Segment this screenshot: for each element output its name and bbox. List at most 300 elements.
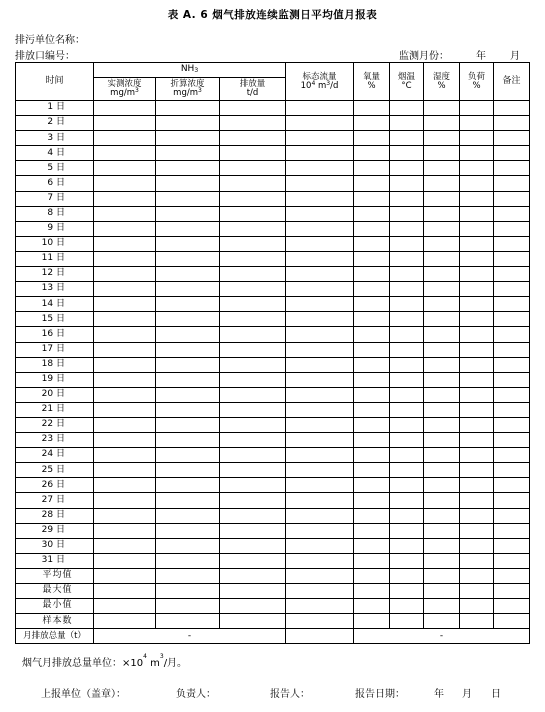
data-cell <box>424 599 460 614</box>
data-cell <box>286 402 354 417</box>
data-cell <box>286 417 354 432</box>
data-cell <box>354 584 390 599</box>
data-cell <box>156 357 220 372</box>
data-cell <box>286 357 354 372</box>
data-cell <box>94 131 156 146</box>
day-row <box>16 312 530 327</box>
data-cell <box>94 568 156 583</box>
data-cell <box>94 523 156 538</box>
data-cell <box>354 599 390 614</box>
day-row <box>16 402 530 417</box>
data-cell <box>494 387 530 402</box>
data-cell <box>460 236 494 251</box>
stat-row <box>16 599 530 614</box>
data-cell <box>220 538 286 553</box>
day-row <box>16 372 530 387</box>
data-cell <box>354 417 390 432</box>
day-row-label: 16 日 <box>16 327 94 342</box>
data-cell <box>220 553 286 568</box>
data-cell <box>354 463 390 478</box>
data-cell <box>424 372 460 387</box>
data-cell <box>460 146 494 161</box>
data-cell <box>156 176 220 191</box>
data-cell <box>424 146 460 161</box>
day-row-label: 27 日 <box>16 493 94 508</box>
day-row-label: 26 日 <box>16 478 94 493</box>
data-cell <box>424 417 460 432</box>
data-cell <box>460 614 494 629</box>
day-row-label: 25 日 <box>16 463 94 478</box>
data-cell <box>220 448 286 463</box>
day-row-label: 5 日 <box>16 161 94 176</box>
stat-row <box>16 584 530 599</box>
day-row-label: 30 日 <box>16 538 94 553</box>
data-cell <box>354 478 390 493</box>
data-cell <box>494 402 530 417</box>
stat-row-label: 样本数 <box>16 614 94 629</box>
data-cell <box>220 221 286 236</box>
data-cell <box>94 553 156 568</box>
day-row-label: 22 日 <box>16 417 94 432</box>
data-cell <box>156 206 220 221</box>
data-cell <box>390 161 424 176</box>
humidity-header: 湿度 % <box>424 63 460 101</box>
data-cell <box>390 448 424 463</box>
report-title: 表 A. 6 烟气排放连续监测日平均值月报表 <box>167 9 378 21</box>
data-cell <box>94 417 156 432</box>
data-cell <box>286 448 354 463</box>
data-cell <box>460 297 494 312</box>
data-cell <box>390 206 424 221</box>
data-cell <box>494 568 530 583</box>
data-cell <box>94 463 156 478</box>
data-cell <box>286 206 354 221</box>
day-row <box>16 523 530 538</box>
data-cell <box>220 433 286 448</box>
data-cell <box>494 101 530 116</box>
data-cell <box>156 372 220 387</box>
data-cell <box>286 614 354 629</box>
data-cell <box>424 448 460 463</box>
data-cell <box>354 508 390 523</box>
day-row-label: 24 日 <box>16 448 94 463</box>
data-cell <box>494 176 530 191</box>
day-row-label: 31 日 <box>16 553 94 568</box>
data-cell <box>354 176 390 191</box>
data-cell <box>424 176 460 191</box>
data-cell <box>390 433 424 448</box>
data-cell <box>494 448 530 463</box>
report-unit-label: 上报单位（盖章）： <box>41 689 126 700</box>
data-cell <box>494 372 530 387</box>
data-cell <box>354 433 390 448</box>
data-cell <box>424 161 460 176</box>
day-row <box>16 282 530 297</box>
data-cell <box>390 523 424 538</box>
data-cell <box>156 191 220 206</box>
data-cell <box>156 599 220 614</box>
data-cell <box>94 433 156 448</box>
monthly-total-dash-left: - <box>94 629 286 644</box>
data-cell <box>354 493 390 508</box>
day-row-label: 11 日 <box>16 251 94 266</box>
data-cell <box>390 251 424 266</box>
report-table <box>15 62 530 644</box>
data-cell <box>156 417 220 432</box>
data-cell <box>460 599 494 614</box>
data-cell <box>460 523 494 538</box>
data-cell <box>156 251 220 266</box>
data-cell <box>494 161 530 176</box>
data-cell <box>94 312 156 327</box>
stat-row-label: 最小值 <box>16 599 94 614</box>
day-row <box>16 161 530 176</box>
data-cell <box>286 161 354 176</box>
data-cell <box>494 584 530 599</box>
data-cell <box>460 584 494 599</box>
data-cell <box>494 206 530 221</box>
data-cell <box>494 267 530 282</box>
data-cell <box>220 508 286 523</box>
data-cell <box>156 282 220 297</box>
data-cell <box>286 433 354 448</box>
converted-conc-header: 折算浓度 $mg/m^3$ <box>156 78 220 101</box>
data-cell <box>424 553 460 568</box>
data-cell <box>390 387 424 402</box>
stat-row-label: 平均值 <box>16 568 94 583</box>
data-cell <box>94 584 156 599</box>
day-row <box>16 478 530 493</box>
data-cell <box>220 463 286 478</box>
data-cell <box>156 312 220 327</box>
data-cell <box>460 357 494 372</box>
data-cell <box>156 116 220 131</box>
data-cell <box>460 402 494 417</box>
data-cell <box>390 176 424 191</box>
data-cell <box>94 372 156 387</box>
remark-header: 备注 <box>494 63 530 101</box>
data-cell <box>94 221 156 236</box>
day-row-label: 7 日 <box>16 191 94 206</box>
total-unit-note: 烟气月排放总量单位：$\times 10^4$ $m^3/$月。 <box>22 653 188 669</box>
day-row <box>16 463 530 478</box>
data-cell <box>156 387 220 402</box>
reporter-label: 报告人： <box>270 689 310 700</box>
data-cell <box>220 101 286 116</box>
day-row-label: 28 日 <box>16 508 94 523</box>
data-cell <box>390 327 424 342</box>
day-row-label: 23 日 <box>16 433 94 448</box>
day-row <box>16 176 530 191</box>
data-cell <box>220 417 286 432</box>
data-cell <box>494 327 530 342</box>
data-cell <box>494 236 530 251</box>
data-cell <box>286 116 354 131</box>
data-cell <box>390 568 424 583</box>
data-cell <box>354 357 390 372</box>
data-cell <box>460 493 494 508</box>
data-cell <box>460 206 494 221</box>
data-cell <box>354 282 390 297</box>
emission-header: 排放量 t/d <box>220 78 286 101</box>
data-cell <box>220 599 286 614</box>
data-cell <box>494 116 530 131</box>
data-cell <box>354 161 390 176</box>
data-cell <box>390 312 424 327</box>
data-cell <box>94 101 156 116</box>
data-cell <box>156 614 220 629</box>
data-cell <box>424 402 460 417</box>
day-row <box>16 508 530 523</box>
data-cell <box>424 221 460 236</box>
data-cell <box>156 131 220 146</box>
day-row <box>16 342 530 357</box>
data-cell <box>390 538 424 553</box>
data-cell <box>354 614 390 629</box>
data-cell <box>94 267 156 282</box>
data-cell <box>156 146 220 161</box>
data-cell <box>424 538 460 553</box>
temp-header: 烟温 °C <box>390 63 424 101</box>
data-cell <box>354 131 390 146</box>
day-row <box>16 236 530 251</box>
data-cell <box>354 568 390 583</box>
data-cell <box>286 176 354 191</box>
data-cell <box>94 176 156 191</box>
data-cell <box>220 191 286 206</box>
data-cell <box>286 584 354 599</box>
data-cell <box>390 297 424 312</box>
data-cell <box>424 463 460 478</box>
day-row-label: 1 日 <box>16 101 94 116</box>
data-cell <box>460 433 494 448</box>
data-cell <box>494 523 530 538</box>
data-cell <box>354 116 390 131</box>
nh3-header: NH3 <box>94 63 286 78</box>
data-cell <box>94 251 156 266</box>
data-cell <box>286 267 354 282</box>
data-cell <box>354 267 390 282</box>
data-cell <box>286 463 354 478</box>
day-row <box>16 267 530 282</box>
data-cell <box>286 553 354 568</box>
data-cell <box>424 116 460 131</box>
data-cell <box>94 327 156 342</box>
data-cell <box>220 267 286 282</box>
data-cell <box>390 493 424 508</box>
day-row <box>16 131 530 146</box>
data-cell <box>156 267 220 282</box>
data-cell <box>424 568 460 583</box>
data-cell <box>460 251 494 266</box>
data-cell <box>390 372 424 387</box>
data-cell <box>220 584 286 599</box>
day-row-label: 19 日 <box>16 372 94 387</box>
data-cell <box>286 146 354 161</box>
data-cell <box>220 342 286 357</box>
data-cell <box>390 191 424 206</box>
day-row <box>16 206 530 221</box>
data-cell <box>286 327 354 342</box>
data-cell <box>460 161 494 176</box>
data-cell <box>424 478 460 493</box>
data-cell <box>460 568 494 583</box>
data-cell <box>94 448 156 463</box>
data-cell <box>156 553 220 568</box>
data-cell <box>460 478 494 493</box>
data-cell <box>354 312 390 327</box>
day-row <box>16 221 530 236</box>
data-cell <box>460 282 494 297</box>
data-cell <box>494 599 530 614</box>
data-cell <box>354 342 390 357</box>
data-cell <box>494 297 530 312</box>
data-cell <box>494 146 530 161</box>
day-row-label: 15 日 <box>16 312 94 327</box>
data-cell <box>220 327 286 342</box>
data-cell <box>390 553 424 568</box>
data-cell <box>286 236 354 251</box>
data-cell <box>94 357 156 372</box>
data-cell <box>390 402 424 417</box>
data-cell <box>94 402 156 417</box>
day-row <box>16 448 530 463</box>
data-cell <box>424 614 460 629</box>
data-cell <box>156 402 220 417</box>
day-row <box>16 417 530 432</box>
data-cell <box>424 433 460 448</box>
data-cell <box>460 101 494 116</box>
report-date-label: 报告日期： <box>355 689 405 700</box>
data-cell <box>390 236 424 251</box>
day-row-label: 2 日 <box>16 116 94 131</box>
data-cell <box>424 523 460 538</box>
data-cell <box>424 267 460 282</box>
data-cell <box>460 342 494 357</box>
data-cell <box>460 312 494 327</box>
data-cell <box>354 387 390 402</box>
data-cell <box>354 236 390 251</box>
data-cell <box>390 101 424 116</box>
data-cell <box>460 448 494 463</box>
data-cell <box>354 251 390 266</box>
data-cell <box>220 387 286 402</box>
footer-year: 年 <box>434 689 444 700</box>
data-cell <box>156 538 220 553</box>
data-cell <box>354 327 390 342</box>
data-cell <box>460 116 494 131</box>
data-cell <box>354 553 390 568</box>
data-cell <box>354 297 390 312</box>
data-cell <box>424 342 460 357</box>
data-cell <box>460 221 494 236</box>
data-cell <box>460 372 494 387</box>
data-cell <box>460 267 494 282</box>
data-cell <box>494 463 530 478</box>
data-cell <box>494 478 530 493</box>
footer-month: 月 <box>462 689 472 700</box>
data-cell <box>94 206 156 221</box>
data-cell <box>94 599 156 614</box>
data-cell <box>494 357 530 372</box>
data-cell <box>286 282 354 297</box>
data-cell <box>354 448 390 463</box>
day-row <box>16 538 530 553</box>
day-row-label: 4 日 <box>16 146 94 161</box>
data-cell <box>286 599 354 614</box>
day-row-label: 6 日 <box>16 176 94 191</box>
data-cell <box>494 282 530 297</box>
data-cell <box>286 568 354 583</box>
data-cell <box>354 221 390 236</box>
data-cell <box>460 463 494 478</box>
data-cell <box>94 161 156 176</box>
data-cell <box>220 372 286 387</box>
data-cell <box>460 417 494 432</box>
data-cell <box>156 478 220 493</box>
data-cell <box>220 206 286 221</box>
day-row <box>16 146 530 161</box>
data-cell <box>156 508 220 523</box>
data-cell <box>94 236 156 251</box>
measured-conc-header: 实测浓度 $mg/m^3$ <box>94 78 156 101</box>
data-cell <box>390 282 424 297</box>
day-row-label: 10 日 <box>16 236 94 251</box>
data-cell <box>220 568 286 583</box>
data-cell <box>424 206 460 221</box>
data-cell <box>354 402 390 417</box>
data-cell <box>390 131 424 146</box>
data-cell <box>424 312 460 327</box>
data-cell <box>220 478 286 493</box>
data-cell <box>94 191 156 206</box>
data-cell <box>94 478 156 493</box>
unit-name-label: 排污单位名称： <box>15 35 85 46</box>
data-cell <box>354 372 390 387</box>
data-cell <box>286 297 354 312</box>
data-cell <box>156 523 220 538</box>
data-cell <box>424 584 460 599</box>
data-cell <box>156 448 220 463</box>
data-cell <box>220 312 286 327</box>
data-cell <box>390 463 424 478</box>
data-cell <box>94 614 156 629</box>
data-cell <box>424 327 460 342</box>
data-cell <box>156 342 220 357</box>
data-cell <box>220 297 286 312</box>
day-row-label: 17 日 <box>16 342 94 357</box>
month-label: 监测月份： <box>399 51 449 62</box>
data-cell <box>220 251 286 266</box>
data-cell <box>220 493 286 508</box>
data-cell <box>390 478 424 493</box>
data-cell <box>424 101 460 116</box>
data-cell <box>286 538 354 553</box>
data-cell <box>354 146 390 161</box>
data-cell <box>390 342 424 357</box>
data-cell <box>286 523 354 538</box>
data-cell <box>424 508 460 523</box>
day-row <box>16 297 530 312</box>
data-cell <box>94 387 156 402</box>
oxygen-header: 氧量 % <box>354 63 390 101</box>
stat-row <box>16 614 530 629</box>
data-cell <box>424 493 460 508</box>
data-cell <box>156 584 220 599</box>
day-row-label: 12 日 <box>16 267 94 282</box>
data-cell <box>354 101 390 116</box>
data-cell <box>494 312 530 327</box>
